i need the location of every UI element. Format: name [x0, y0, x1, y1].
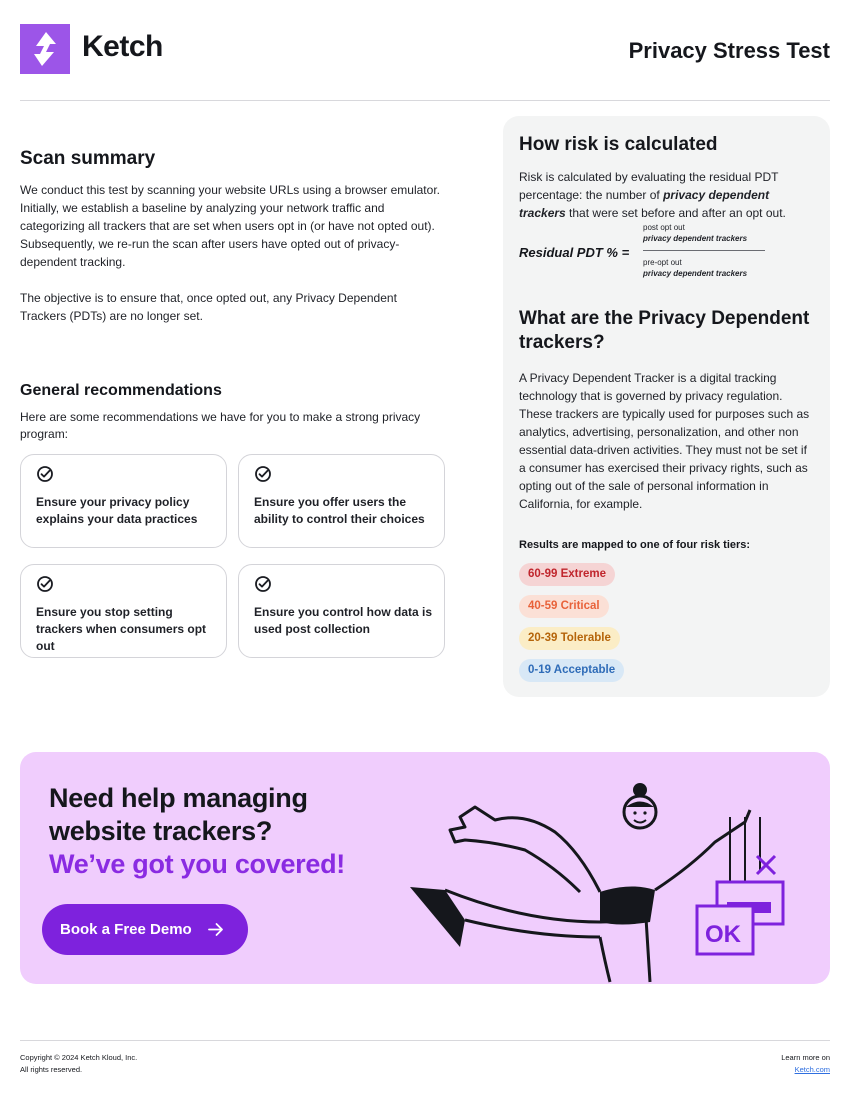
tier-badge-critical: 40-59 Critical [519, 595, 609, 618]
pdt-description: A Privacy Dependent Tracker is a digital tracking technology that is governed by privacy regulation. These trackers are typically used for purposes such as analytics, advertising, personalization, and other non essential data-driven activities. They must not be set if a consumer has exercised their privacy rights, such as opting out of the sale of personal information in California, for example. [519, 371, 810, 511]
logo-text: Ketch [82, 30, 163, 63]
residual-pdt-formula [519, 222, 819, 290]
numerator: privacy dependent trackers [643, 234, 748, 243]
pdt-title: What are the Privacy Dependent trackers? [519, 308, 810, 353]
learn-more-text: Learn more on [781, 1053, 830, 1062]
recommendations-title: General recommendations [20, 382, 222, 399]
promo-subheading: We’ve got you covered! [49, 849, 345, 879]
arrow-right-icon [207, 921, 224, 938]
tier-badge-extreme: 60-99 Extreme [519, 563, 615, 586]
recommendation-text: Ensure your privacy policy explains your data practices [36, 495, 198, 526]
recommendation-card [20, 564, 227, 658]
book-demo-button[interactable] [42, 904, 248, 955]
check-circle-icon [36, 575, 54, 593]
promo-banner [20, 752, 830, 984]
tier-badge-tolerable: 20-39 Tolerable [519, 627, 620, 650]
check-circle-icon [254, 575, 272, 593]
recommendation-card [238, 454, 445, 548]
formula-fraction [643, 222, 765, 279]
footer-copyright [20, 1052, 137, 1076]
recommendation-card [20, 454, 227, 548]
tiers-title: Results are mapped to one of four risk tiers: [519, 539, 751, 551]
risk-panel [503, 116, 830, 697]
promo-heading-line: website trackers? [49, 816, 273, 846]
ok-window-text: OK [705, 921, 741, 948]
risk-title: How risk is calculated [519, 134, 718, 155]
check-circle-icon [254, 465, 272, 483]
recommendations-intro: Here are some recommendations we have for you to make a strong privacy program: [20, 410, 421, 441]
risk-description: Risk is calculated by evaluating the residual PDT percentage: the number of privacy dependent trackers that were set before and after an opt out. [519, 170, 786, 220]
promo-heading [49, 782, 308, 848]
check-circle-icon [36, 465, 54, 483]
footer-links [781, 1052, 830, 1076]
scan-summary-title: Scan summary [20, 148, 156, 169]
ketch-website-link[interactable]: Ketch.com [794, 1065, 830, 1074]
header-divider [20, 100, 830, 101]
copyright-text: Copyright © 2024 Ketch Kloud, Inc. [20, 1053, 138, 1062]
denominator-label: pre-opt out [643, 258, 682, 267]
promo-heading-line: Need help managing [49, 783, 308, 813]
denominator: privacy dependent trackers [643, 269, 748, 278]
recommendation-card [238, 564, 445, 658]
person-illustration [405, 772, 805, 984]
scan-summary-paragraph: We conduct this test by scanning your website URLs using a browser emulator. Initially, we establish a baseline by analyzing your network traffic and categorizing all trackers that are set when users opt in (or have not opted out). Subsequently, we re-run the scan after users have opted out of privacy-dependent tracking. [20, 183, 440, 269]
page-title: Privacy Stress Test [628, 38, 830, 63]
recommendation-text: Ensure you stop setting trackers when consumers opt out [36, 605, 207, 653]
footer-divider [20, 1040, 830, 1041]
formula-lhs: Residual PDT % = [519, 245, 630, 260]
scan-summary-objective: The objective is to ensure that, once opted out, any Privacy Dependent Trackers (PDTs) are no longer set. [20, 291, 397, 323]
page-header [20, 24, 830, 76]
tier-badge-acceptable: 0-19 Acceptable [519, 659, 624, 682]
recommendation-text: Ensure you control how data is used post collection [254, 605, 433, 636]
book-demo-label: Book a Free Demo [60, 921, 192, 938]
risk-emphasis: privacy dependent trackers [519, 188, 770, 220]
fraction-bar [643, 250, 765, 251]
ketch-logo-icon [20, 24, 70, 74]
rights-text: All rights reserved. [20, 1065, 83, 1074]
recommendation-text: Ensure you offer users the ability to control their choices [254, 495, 425, 526]
numerator-label: post opt out [643, 223, 685, 232]
